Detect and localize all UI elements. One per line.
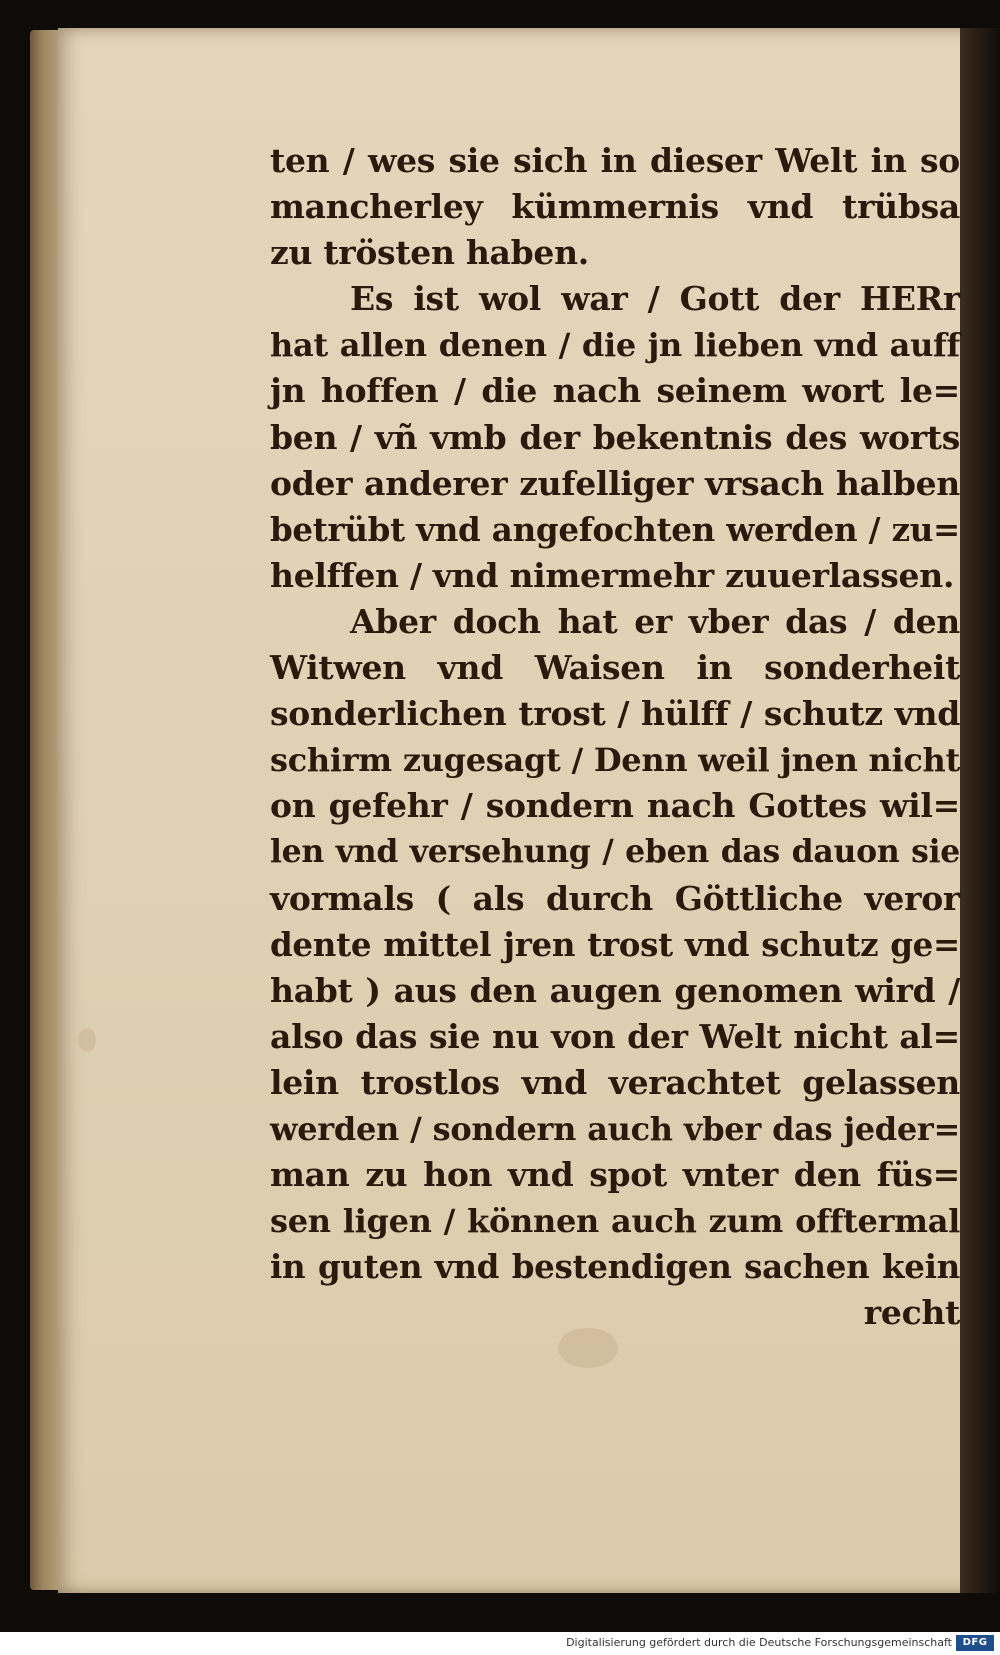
text-line: lein trostlos vnd verachtet gelassen <box>270 1062 960 1102</box>
text-line: Es ist wol war / Gott der HERr <box>350 279 960 319</box>
text-line: on gefehr / sondern nach Gottes wil= <box>270 786 960 826</box>
paper-stain <box>78 1028 96 1052</box>
text-line: dente mittel jren trost vnd schutz ge= <box>270 924 960 964</box>
footer-bar <box>0 1632 1000 1655</box>
page-gutter-shadow <box>960 28 1000 1593</box>
text-line: schirm zugesagt / Denn weil jnen nicht <box>270 741 960 780</box>
text-line: ben / vñ vmb der bekentnis des worts <box>270 417 960 457</box>
text-line: zu trösten haben. <box>270 233 589 273</box>
text-line: len vnd versehung / eben das dauon sie <box>270 833 960 871</box>
text-line: man zu hon vnd spot vnter den füs= <box>270 1155 960 1195</box>
text-line: hat allen denen / die jn lieben vnd auff <box>270 326 960 365</box>
catchword: recht <box>863 1293 960 1333</box>
text-line: werden / sondern auch vber das jeder= <box>270 1109 960 1148</box>
text-line: also das sie nu von der Welt nicht al= <box>270 1016 960 1056</box>
text-line: sen ligen / können auch zum offtermal <box>270 1202 960 1241</box>
text-line: oder anderer zufelliger vrsach halben <box>270 463 960 503</box>
text-line: betrübt vnd angefochten werden / zu= <box>270 509 960 549</box>
text-line: habt ) aus den augen genomen wird / <box>270 970 960 1010</box>
text-line: Witwen vnd Waisen in sonderheit <box>270 648 960 688</box>
text-line: mancherley kümmernis vnd trübsa <box>270 187 960 227</box>
text-line: helffen / vnd nimermehr zuuerlassen. <box>270 555 955 595</box>
text-line: sonderlichen trost / hülff / schutz vnd <box>270 694 960 734</box>
text-line: jn hoffen / die nach seinem wort le= <box>270 371 960 411</box>
text-line: in guten vnd bestendigen sachen kein <box>270 1247 960 1287</box>
footer-credit: Digitalisierung gefördert durch die Deutsche Forschungsgemeinschaft <box>566 1636 952 1649</box>
text-line: Aber doch hat er vber das / den <box>350 601 960 641</box>
text-line: vormals ( als durch Göttliche veror <box>270 878 960 918</box>
dfg-logo[interactable]: DFG <box>956 1635 994 1651</box>
text-block <box>270 138 960 1336</box>
text-line: ten / wes sie sich in dieser Welt in so <box>270 141 960 180</box>
